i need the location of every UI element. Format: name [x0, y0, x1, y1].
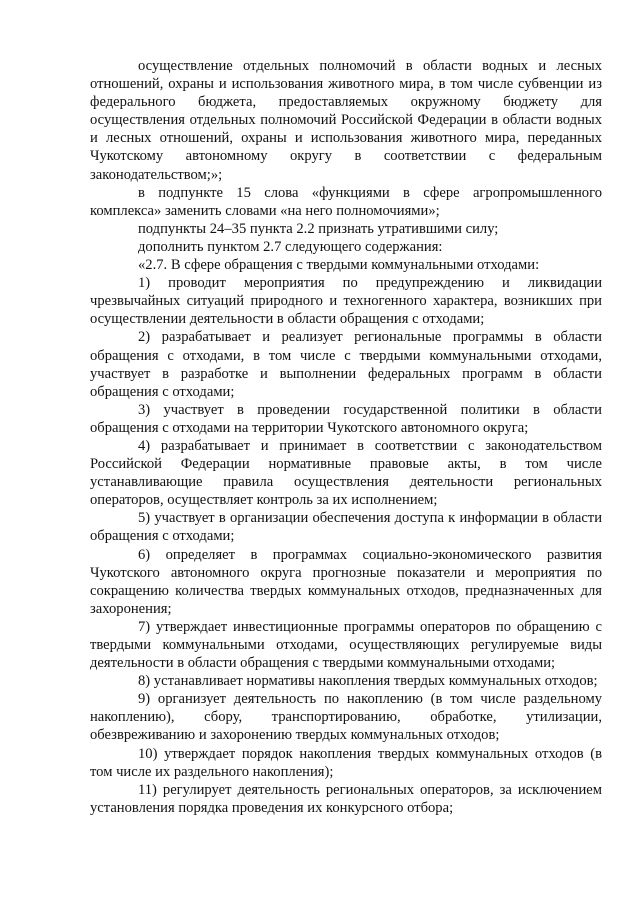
paragraph-subclause-15: в подпункте 15 слова «функциями в сфере агропромышленного комплекса» заменить словами «на него полномочиями»;	[90, 184, 602, 219]
list-item-6: 6) определяет в программах социально-экономического развития Чукотского автономного округа прогнозные показатели и мероприятия по сокращению количества твердых коммунальных отходов, предназначенных для захоронения;	[90, 546, 602, 617]
list-item-2: 2) разрабатывает и реализует региональные программы в области обращения с отходами, в том числе с твердыми коммунальными отходами, участвует в разработке и выполнении федеральных программ в области обращения с отходами;	[90, 329, 602, 400]
list-item-10: 10) утверждает порядок накопления твердых коммунальных отходов (в том числе их раздельного накопления);	[90, 745, 602, 780]
list-item-8: 8) устанавливает нормативы накопления твердых коммунальных отходов;	[138, 673, 598, 690]
list-item-7: 7) утверждает инвестиционные программы операторов по обращению с твердыми коммунальными отходами, осуществляющих регулируемые виды деятельности в области обращения с твердыми коммунальными отходами;	[90, 618, 602, 672]
list-item-1: 1) проводит мероприятия по предупреждению и ликвидации чрезвычайных ситуаций природного и техногенного характера, возникших при осуществлении деятельности в области обращения с отходами;	[90, 275, 602, 328]
list-item-5: 5) участвует в организации обеспечения доступа к информации в области обращения с отходами;	[90, 510, 602, 545]
paragraph-continuation: осуществление отдельных полномочий в области водных и лесных отношений, охраны и использования животного мира, в том числе субвенции из федерального бюджета, предоставляемых окружному бюджету для осуществления отдельных полномочий Российской Федерации в области водных и лесных отношений, охраны и использования животного мира, переданных Чукотскому автономному округу в соответствии с федеральным законодательством;»;	[90, 58, 602, 183]
list-item-9: 9) организует деятельность по накоплению (в том числе раздельному накоплению), сбору, транспортированию, обработке, утилизации, обезвреживанию и захоронению твердых коммунальных отходов;	[90, 691, 602, 744]
document-body	[90, 57, 602, 817]
paragraph-add-clause: дополнить пунктом 2.7 следующего содержания:	[138, 238, 443, 255]
list-item-3: 3) участвует в проведении государственной политики в области обращения с отходами на территории Чукотского автономного округа;	[90, 401, 602, 436]
list-item-11: 11) регулирует деятельность региональных операторов, за исключением установления порядка проведения их конкурсного отбора;	[90, 781, 602, 816]
list-item-4: 4) разрабатывает и принимает в соответствии с законодательством Российской Федерации нормативные правовые акты, в том числе устанавливающие правила осуществления деятельности региональных операторов, осуществляет контроль за их исполнением;	[90, 437, 602, 509]
paragraph-subclauses-repealed: подпункты 24–35 пункта 2.2 признать утратившими силу;	[138, 220, 499, 237]
paragraph-clause-2-7-heading: «2.7. В сфере обращения с твердыми коммунальными отходами:	[138, 257, 540, 274]
